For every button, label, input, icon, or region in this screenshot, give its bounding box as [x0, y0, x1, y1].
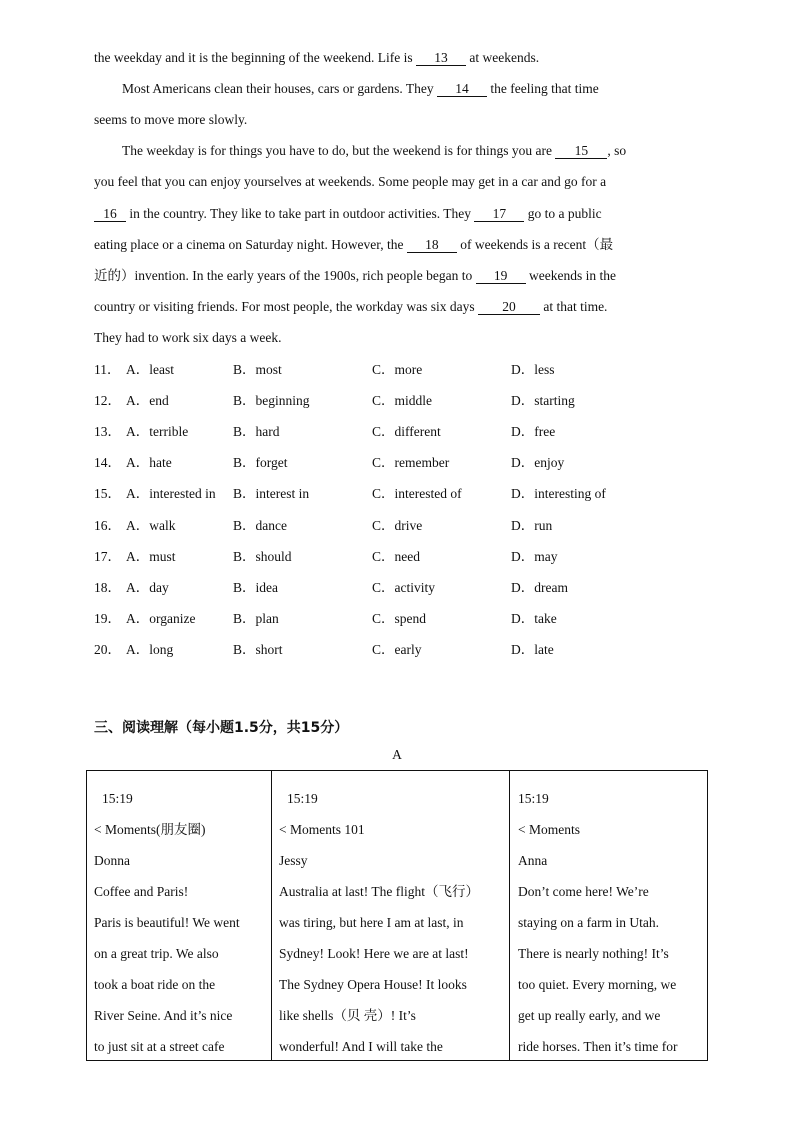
passage-text: of weekends is a recent（最 — [456, 237, 614, 252]
post-text: get up really early, and we — [518, 1008, 661, 1023]
passage-label: A — [392, 747, 402, 762]
post-text: The Sydney Opera House! It looks — [279, 977, 467, 992]
blank-19[interactable]: 19 — [476, 268, 526, 284]
option-d[interactable]: D．interesting of — [511, 486, 606, 501]
question-17-options — [94, 547, 706, 567]
option-b[interactable]: B．short — [233, 642, 283, 657]
post-text: on a great trip. We also — [94, 946, 219, 961]
blank-13[interactable]: 13 — [416, 50, 466, 66]
passage-text: 近的）invention. In the early years of the 1900s, rich people began to — [94, 268, 476, 283]
option-d[interactable]: D．take — [511, 611, 557, 626]
passage-text: The weekday is for things you have to do, but the weekend is for things you are — [122, 143, 556, 158]
option-a[interactable]: A．terrible — [126, 424, 189, 439]
post-time: 15:19 — [287, 791, 318, 806]
option-c[interactable]: C．need — [372, 549, 420, 564]
passage-line-8 — [94, 266, 706, 286]
option-a[interactable]: A．hate — [126, 455, 172, 470]
post-author: Anna — [518, 853, 548, 868]
post-text: like shells（贝 壳）! It’s — [279, 1008, 416, 1023]
option-a[interactable]: A．organize — [126, 611, 196, 626]
option-d[interactable]: D．enjoy — [511, 455, 565, 470]
post-author: Donna — [94, 853, 130, 868]
option-b[interactable]: B．hard — [233, 424, 280, 439]
blank-20[interactable]: 20 — [478, 299, 540, 315]
moments-column-donna — [87, 771, 271, 1060]
option-a[interactable]: A．day — [126, 580, 169, 595]
option-c[interactable]: C．early — [372, 642, 422, 657]
passage-text: country or visiting friends. For most people, the workday was six days — [94, 299, 478, 314]
option-a[interactable]: A．walk — [126, 518, 176, 533]
option-c[interactable]: C．drive — [372, 518, 423, 533]
passage-text: Most Americans clean their houses, cars or gardens. They — [122, 81, 438, 96]
moments-header: < Moments — [518, 822, 580, 837]
passage-text: the weekday and it is the beginning of the weekend. Life is — [94, 50, 417, 65]
option-d[interactable]: D．may — [511, 549, 558, 564]
moments-column-anna — [509, 771, 707, 1060]
option-a[interactable]: A．least — [126, 362, 174, 377]
blank-16[interactable]: 16 — [94, 206, 126, 222]
option-b[interactable]: B．plan — [233, 611, 279, 626]
option-d[interactable]: D．dream — [511, 580, 568, 595]
post-text: took a boat ride on the — [94, 977, 216, 992]
option-b[interactable]: B．dance — [233, 518, 287, 533]
option-c[interactable]: C．spend — [372, 611, 426, 626]
post-time: 15:19 — [102, 791, 133, 806]
question-13-options — [94, 422, 706, 442]
post-author: Jessy — [279, 853, 308, 868]
option-c[interactable]: C．interested of — [372, 486, 462, 501]
passage-text: eating place or a cinema on Saturday night. However, the — [94, 237, 407, 252]
question-20-options — [94, 640, 706, 660]
option-d[interactable]: D．less — [511, 362, 555, 377]
passage-text: at weekends. — [466, 50, 540, 65]
section-title: 三、阅读理解（每小题1.5分，共15分） — [94, 720, 349, 736]
passage-line-5: you feel that you can enjoy yourselves at weekends. Some people may get in a car and go for a — [94, 174, 607, 189]
moments-header: < Moments 101 — [279, 822, 365, 837]
post-text: River Seine. And it’s nice — [94, 1008, 233, 1023]
option-c[interactable]: C．remember — [372, 455, 450, 470]
question-number: 17． — [94, 549, 121, 564]
post-time: 15:19 — [518, 791, 549, 806]
question-11-options — [94, 360, 706, 380]
post-text: Coffee and Paris! — [94, 884, 189, 899]
option-b[interactable]: B．most — [233, 362, 282, 377]
post-text: Australia at last! The flight（飞行） — [279, 884, 479, 899]
question-16-options — [94, 516, 706, 536]
question-12-options — [94, 391, 706, 411]
question-number: 19． — [94, 611, 121, 626]
option-a[interactable]: A．long — [126, 642, 174, 657]
passage-line-6 — [94, 204, 706, 224]
post-text: Sydney! Look! Here we are at last! — [279, 946, 469, 961]
passage-text: go to a public — [524, 206, 602, 221]
moments-header: < Moments(朋友圈) — [94, 822, 206, 837]
question-number: 14． — [94, 455, 121, 470]
blank-14[interactable]: 14 — [437, 81, 487, 97]
post-text: Paris is beautiful! We went — [94, 915, 240, 930]
blank-17[interactable]: 17 — [474, 206, 524, 222]
option-d[interactable]: D．late — [511, 642, 554, 657]
option-c[interactable]: C．activity — [372, 580, 435, 595]
passage-text: in the country. They like to take part in outdoor activities. They — [126, 206, 475, 221]
question-number: 12． — [94, 393, 121, 408]
passage-line-10: They had to work six days a week. — [94, 330, 282, 345]
post-text: to just sit at a street cafe — [94, 1039, 225, 1054]
post-text: staying on a farm in Utah. — [518, 915, 659, 930]
option-c[interactable]: C．more — [372, 362, 423, 377]
passage-text: the feeling that time — [487, 81, 599, 96]
passage-line-9 — [94, 297, 706, 317]
moments-column-jessy — [271, 771, 509, 1060]
post-text: ride horses. Then it’s time for — [518, 1039, 678, 1054]
option-d[interactable]: D．starting — [511, 393, 575, 408]
question-15-options — [94, 484, 706, 504]
blank-18[interactable]: 18 — [407, 237, 457, 253]
option-a[interactable]: A．must — [126, 549, 176, 564]
passage-line-7 — [94, 235, 706, 255]
option-b[interactable]: B．forget — [233, 455, 288, 470]
post-text: Don’t come here! We’re — [518, 884, 649, 899]
option-d[interactable]: D．run — [511, 518, 553, 533]
post-text: too quiet. Every morning, we — [518, 977, 677, 992]
question-number: 16． — [94, 518, 121, 533]
question-number: 13． — [94, 424, 121, 439]
post-text: was tiring, but here I am at last, in — [279, 915, 464, 930]
passage-text: weekends in the — [525, 268, 617, 283]
passage-line-3: seems to move more slowly. — [94, 112, 248, 127]
option-c[interactable]: C．different — [372, 424, 441, 439]
option-a[interactable]: A．end — [126, 393, 169, 408]
passage-text: at that time. — [539, 299, 608, 314]
option-a[interactable]: A．interested in — [126, 486, 216, 501]
post-text: There is nearly nothing! It’s — [518, 946, 669, 961]
post-text: wonderful! And I will take the — [279, 1039, 443, 1054]
question-19-options — [94, 609, 706, 629]
passage-line-2 — [122, 79, 706, 99]
option-b[interactable]: B．interest in — [233, 486, 310, 501]
passage-line-1 — [94, 48, 706, 68]
option-b[interactable]: B．idea — [233, 580, 278, 595]
moments-table — [86, 770, 708, 1061]
option-b[interactable]: B．should — [233, 549, 292, 564]
passage-line-4 — [122, 141, 706, 161]
question-14-options — [94, 453, 706, 473]
question-18-options — [94, 578, 706, 598]
question-number: 18． — [94, 580, 121, 595]
question-number: 20． — [94, 642, 121, 657]
blank-15[interactable]: 15 — [555, 143, 607, 159]
question-number: 11． — [94, 362, 121, 377]
question-number: 15． — [94, 486, 121, 501]
option-c[interactable]: C．middle — [372, 393, 432, 408]
passage-text: , so — [607, 143, 627, 158]
option-b[interactable]: B．beginning — [233, 393, 310, 408]
option-d[interactable]: D．free — [511, 424, 556, 439]
